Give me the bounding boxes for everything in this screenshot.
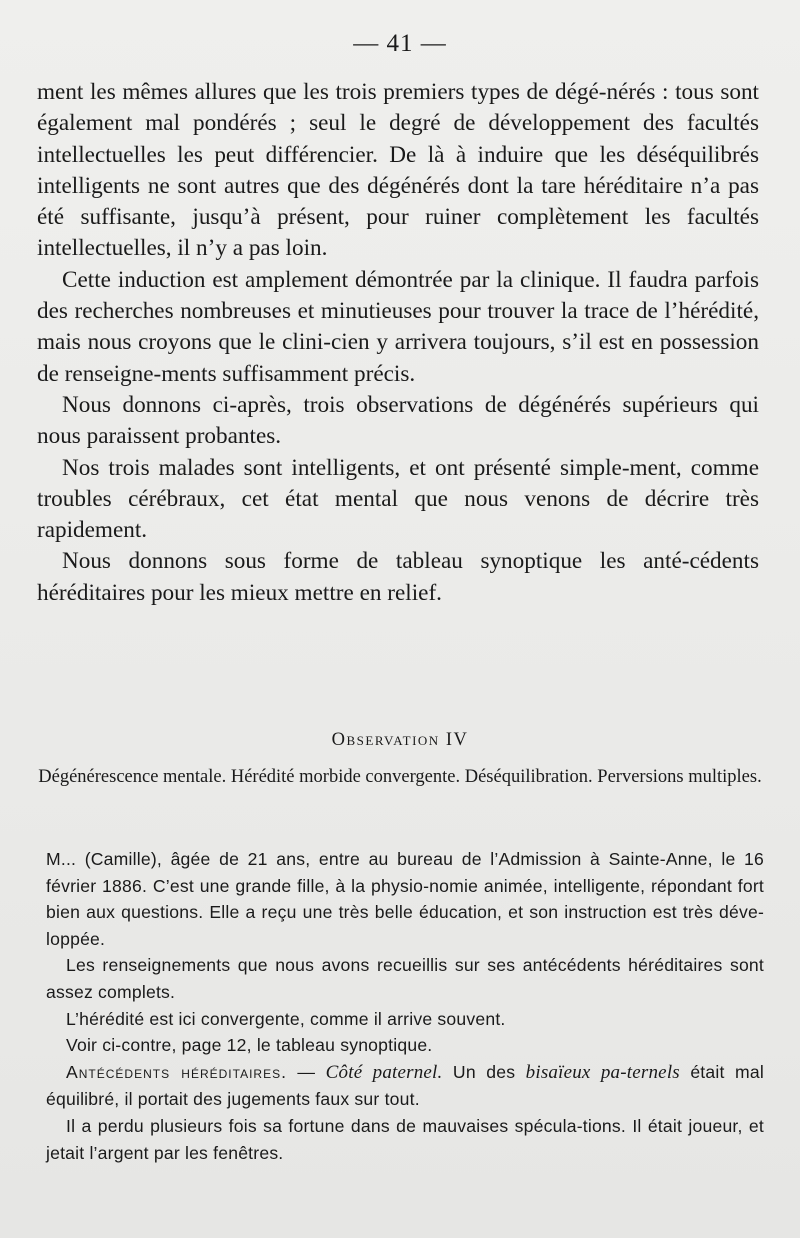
- case-paragraph-antecedents: [46, 1059, 764, 1113]
- case-paragraph-1: M... (Camille), âgée de 21 ans, entre au bureau de l’Admission à Sainte-Anne, le 16 février 1886. C’est une grande fille, à la physio-nomie animée, intelligente, répondant fort bien aux questions. Elle a reçu une très belle éducation, et son instruction est très déve-loppée.: [46, 849, 764, 949]
- case-paragraph-last: Il a perdu plusieurs fois sa fortune dans de mauvaises spécula-tions. Il était joueur, et jetait l’argent par les fenêtres.: [46, 1115, 764, 1163]
- antecedents-dash: —: [286, 1061, 326, 1082]
- observation-title: Observation IV: [331, 730, 469, 750]
- paragraph-4: Nos trois malades sont intelligents, et ont présenté simple-ment, comme troubles cérébraux, cet état mental que nous venons de décrire très rapidement.: [37, 454, 759, 544]
- case-paragraph-2: Les renseignements que nous avons recueillis sur ses antécédents héréditaires sont assez complets.: [46, 955, 764, 1002]
- case-paragraph-4: Voir ci-contre, page 12, le tableau synoptique.: [66, 1035, 433, 1056]
- paragraph-1: ment les mêmes allures que les trois premiers types de dégé-nérés : tous sont également mal pondérés ; seul le degré de développement des facultés intellectuelles les peut différencier. De là à induire que les déséquilibrés intelligents ne sont autres que des dégénérés dont la tare héréditaire n’a pas été suffisante, jusqu’à présent, pour ruiner complètement les facultés intellectuelles, il n’y a pas loin.: [37, 79, 759, 262]
- page-number: — 41 —: [353, 30, 447, 57]
- antecedents-italic: bisaïeux pa-ternels: [525, 1061, 680, 1083]
- paragraph-2: Cette induction est amplement démontrée par la clinique. Il faudra parfois des recherches nombreuses et minutieuses pour trouver la trace de l’hérédité, mais nous croyons que le clini-cien y arrivera toujours, s’il est en possession de renseigne-ments suffisamment précis.: [37, 266, 759, 387]
- antecedents-side: Côté paternel.: [325, 1061, 443, 1083]
- antecedents-label: Antécédents héréditaires.: [66, 1061, 287, 1082]
- case-paragraph-3: L’hérédité est ici convergente, comme il arrive souvent.: [66, 1008, 506, 1029]
- observation-subtitle: Dégénérescence mentale. Hérédité morbide convergente. Déséquilibration. Perversions multiples.: [38, 767, 762, 787]
- antecedents-text-1: Un des: [442, 1061, 526, 1082]
- paragraph-5: Nous donnons sous forme de tableau synoptique les anté-cédents héréditaires pour les mieux mettre en relief.: [37, 548, 759, 606]
- paragraph-3: Nous donnons ci-après, trois observations de dégénérés supérieurs qui nous paraissent probantes.: [37, 391, 759, 450]
- main-text: [37, 77, 759, 609]
- case-text: [46, 846, 764, 1166]
- antecedents-text-2: était mal équilibré, il portait des jugements faux sur tout.: [46, 1061, 764, 1110]
